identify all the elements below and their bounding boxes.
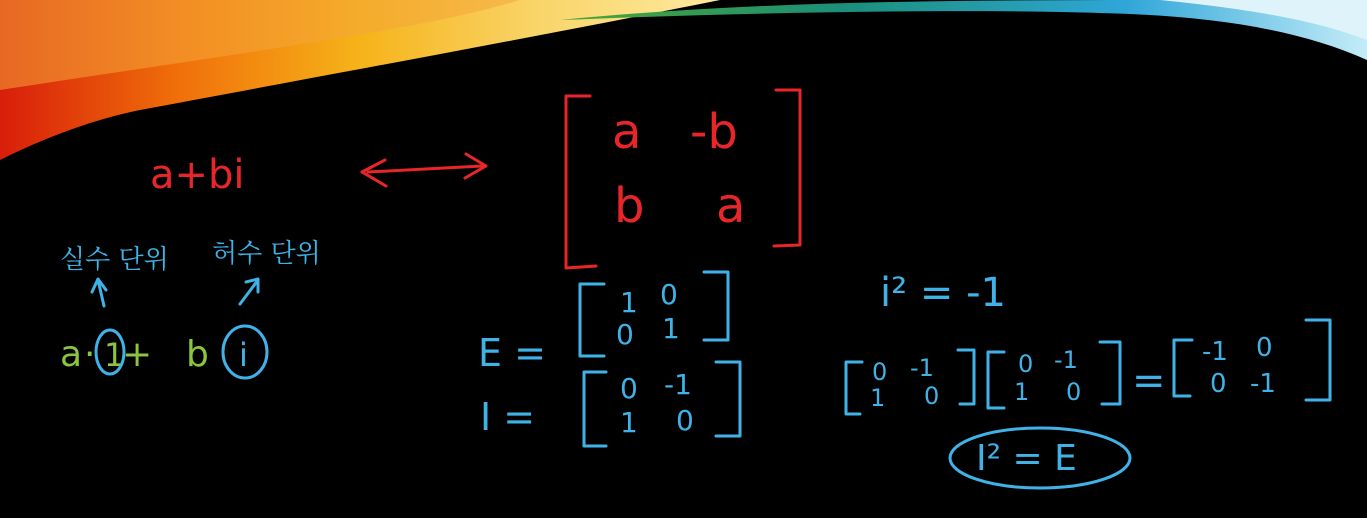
decomp-plus: +	[122, 334, 153, 375]
prod-result-m11: -1	[1202, 337, 1228, 367]
decomp-b: b	[186, 334, 209, 375]
prod-left-m12: -1	[910, 354, 934, 382]
matrix-a12: -b	[690, 104, 738, 160]
I-m12: -1	[664, 368, 692, 401]
decomp-one: 1	[104, 336, 125, 374]
product-equals: =	[1132, 358, 1166, 404]
matrix-a22: a	[716, 178, 746, 234]
E-label: E =	[478, 331, 546, 375]
I-m11: 0	[620, 372, 638, 405]
i-squared-eq: i² = -1	[880, 270, 1006, 316]
double-arrow-icon	[362, 154, 486, 186]
prod-right-m12: -1	[1054, 346, 1078, 374]
E-m22: 1	[662, 312, 680, 345]
I-m21: 1	[620, 406, 638, 439]
prod-right-m22: 0	[1066, 378, 1082, 406]
prod-left-m22: 0	[924, 382, 940, 410]
matrix-a21: b	[614, 178, 645, 234]
imag-unit-label: 허수 단위	[212, 239, 321, 269]
prod-result-m21: 0	[1210, 369, 1227, 399]
matrix-a11: a	[612, 104, 642, 160]
I-matrix-bracket	[584, 362, 740, 446]
real-unit-label: 실수 단위	[60, 245, 169, 275]
I-m22: 0	[676, 404, 694, 437]
prod-left-m21: 1	[870, 384, 886, 412]
header-swoosh-decoration	[0, 0, 1367, 160]
E-m12: 0	[660, 278, 678, 311]
I-squared-E-text: I² = E	[976, 438, 1077, 479]
prod-right-m21: 1	[1014, 378, 1030, 406]
I-label: I =	[480, 395, 536, 439]
decomp-a: a	[60, 334, 83, 375]
prod-result-m22: -1	[1250, 369, 1276, 399]
complex-number-text: a+bi	[150, 152, 245, 198]
prod-left-m11: 0	[872, 358, 888, 386]
pointer-arrows-icon	[92, 279, 258, 306]
prod-right-m11: 0	[1018, 350, 1034, 378]
E-m21: 0	[616, 318, 634, 351]
prod-result-m12: 0	[1256, 333, 1273, 363]
decomp-dot: ·	[84, 334, 96, 375]
E-m11: 1	[620, 286, 638, 319]
E-matrix-bracket	[580, 272, 728, 356]
matrix-bracket-red	[566, 90, 800, 268]
decomp-i: i	[239, 336, 248, 374]
